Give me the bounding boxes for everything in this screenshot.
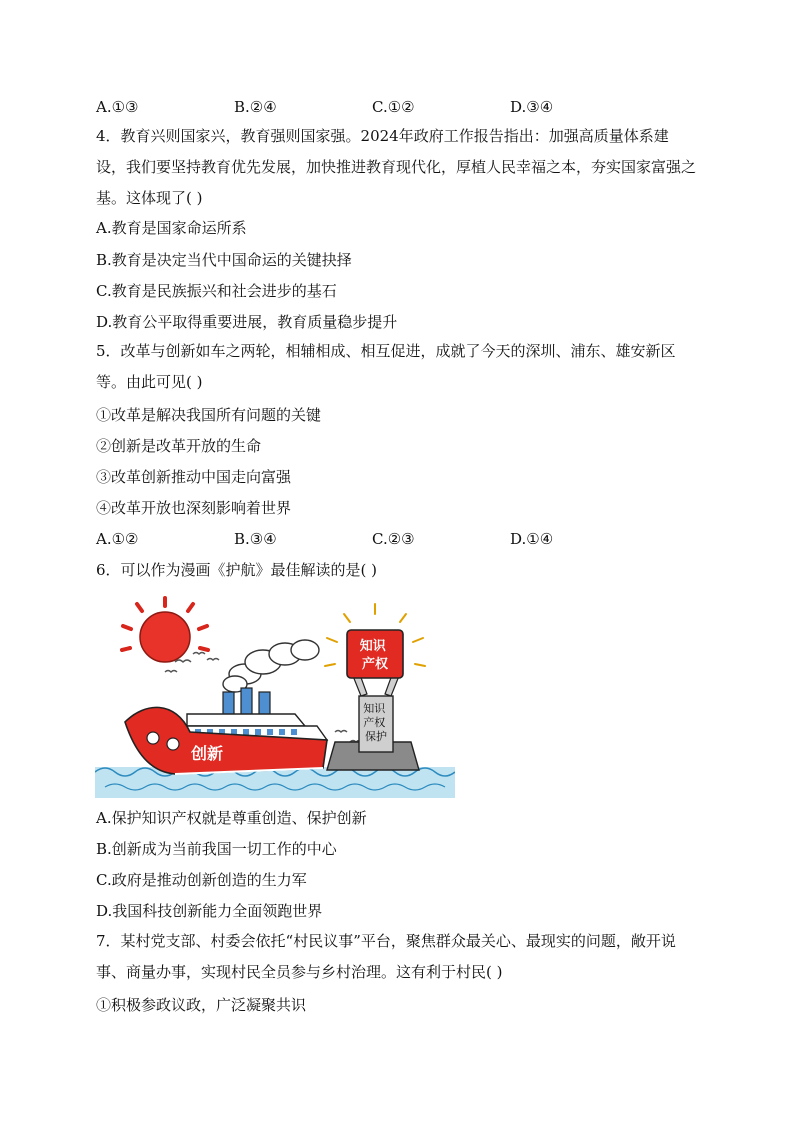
q6-option-a: A.保护知识产权就是尊重创造、保护创新 bbox=[96, 809, 367, 827]
lighthouse-illustration bbox=[327, 672, 419, 770]
tower-label-line-3: 保护 bbox=[365, 730, 387, 743]
q7-stem: 7．某村党支部、村委会依托“村民议事”平台，聚焦群众最关心、最现实的问题，敞开说事、商量办事，实现村民全员参与乡村治理。这有利于村民( ) bbox=[96, 932, 676, 981]
q3-options bbox=[96, 96, 696, 118]
q5-option-c: C.②③ bbox=[372, 530, 415, 548]
q3-option-d: D.③④ bbox=[510, 98, 554, 116]
book-label-line-2: 产权 bbox=[361, 657, 389, 672]
q5-statement-1: ①改革是解决我国所有问题的关键 bbox=[96, 406, 322, 424]
q6-option-d: D.我国科技创新能力全面领跑世界 bbox=[96, 902, 323, 920]
q6-option-c: C.政府是推动创新创造的生力军 bbox=[96, 871, 307, 889]
svg-text:知识 产权 保护 bbox=[363, 702, 389, 743]
q5-option-a: A.①② bbox=[96, 530, 139, 548]
q3-option-b: B.②④ bbox=[234, 98, 277, 116]
q5-statement-4: ④改革开放也深刻影响着世界 bbox=[96, 499, 292, 517]
q3-option-a: A.①③ bbox=[96, 98, 139, 116]
tower-label-line-1: 知识 bbox=[363, 702, 386, 715]
book-illustration bbox=[325, 604, 425, 678]
smoke-illustration bbox=[223, 640, 319, 692]
q5-stem: 5．改革与创新如车之两轮，相辅相成、相互促进，成就了今天的深圳、浦东、雄安新区等。由此可见( ) bbox=[96, 342, 676, 391]
q5-statement-3: ③改革创新推动中国走向富强 bbox=[96, 468, 292, 486]
q6-option-b: B.创新成为当前我国一切工作的中心 bbox=[96, 840, 337, 858]
ship-label: 创新 bbox=[191, 744, 224, 763]
q4-option-d: D.教育公平取得重要进展，教育质量稳步提升 bbox=[96, 313, 398, 331]
q5-option-d: D.①④ bbox=[510, 530, 554, 548]
q5-statement-2: ②创新是改革开放的生命 bbox=[96, 437, 262, 455]
q4-option-c: C.教育是民族振兴和社会进步的基石 bbox=[96, 282, 337, 300]
cartoon-escort bbox=[95, 592, 455, 798]
tower-label-line-2: 产权 bbox=[363, 716, 386, 729]
q5-option-b: B.③④ bbox=[234, 530, 277, 548]
book-label-line-1: 知识 bbox=[359, 639, 386, 654]
q4-option-b: B.教育是决定当代中国命运的关键抉择 bbox=[96, 251, 352, 269]
q7-statement-1: ①积极参政议政，广泛凝聚共识 bbox=[96, 996, 307, 1014]
q4-option-a: A.教育是国家命运所系 bbox=[96, 219, 247, 237]
ship-illustration bbox=[125, 688, 327, 774]
q6-stem: 6．可以作为漫画《护航》最佳解读的是( ) bbox=[96, 561, 378, 579]
q3-option-c: C.①② bbox=[372, 98, 415, 116]
q5-options bbox=[96, 528, 696, 550]
q4-stem: 4．教育兴则国家兴，教育强则国家强。2024年政府工作报告指出：加强高质量体系建设，我们要坚持教育优先发展，加快推进教育现代化，厚植人民幸福之本，夯实国家富强之基。这体现了( ) bbox=[96, 127, 697, 207]
